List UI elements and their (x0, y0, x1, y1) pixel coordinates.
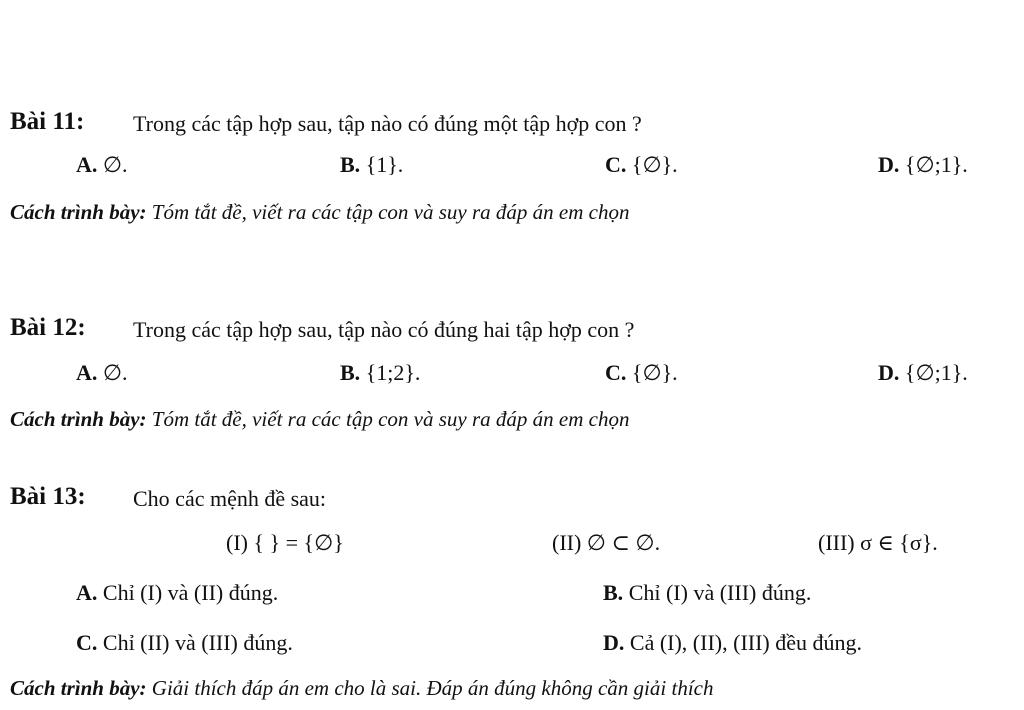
statement-2: (II) ∅ ⊂ ∅. (552, 530, 661, 555)
q11-option-a: A. ∅. (76, 152, 128, 177)
question-12-label: Bài 12: (10, 314, 86, 341)
q13-option-c: C. Chỉ (II) và (III) đúng. (76, 630, 293, 655)
q12-option-c: C. {∅}. (605, 360, 678, 385)
q12-option-d: D. {∅;1}. (878, 360, 968, 385)
question-13-text: Cho các mệnh đề sau: (133, 486, 327, 511)
statement-3: (III) σ ∈ {σ}. (818, 530, 938, 555)
q11-instruction: Cách trình bày: Tóm tắt đề, viết ra các tập con và suy ra đáp án em chọn (10, 200, 630, 224)
statement-1: (I) { } = {∅} (226, 530, 344, 555)
q12-option-a: A. ∅. (76, 360, 128, 385)
q11-option-b: B. {1}. (340, 152, 404, 177)
q13-option-b: B. Chỉ (I) và (III) đúng. (603, 580, 812, 605)
q12-option-b: B. {1;2}. (340, 360, 421, 385)
q13-instruction: Cách trình bày: Giải thích đáp án em cho là sai. Đáp án đúng không cần giải thích (10, 676, 714, 700)
q11-option-c: C. {∅}. (605, 152, 678, 177)
q12-instruction: Cách trình bày: Tóm tắt đề, viết ra các tập con và suy ra đáp án em chọn (10, 407, 630, 431)
question-11-text: Trong các tập hợp sau, tập nào có đúng một tập hợp con ? (133, 111, 642, 136)
q11-option-d: D. {∅;1}. (878, 152, 968, 177)
q13-option-d: D. Cả (I), (II), (III) đều đúng. (603, 630, 863, 655)
question-12-text: Trong các tập hợp sau, tập nào có đúng hai tập hợp con ? (133, 317, 635, 342)
question-13-label: Bài 13: (10, 483, 86, 510)
question-11-label: Bài 11: (10, 108, 85, 135)
q13-option-a: A. Chỉ (I) và (II) đúng. (76, 580, 279, 605)
